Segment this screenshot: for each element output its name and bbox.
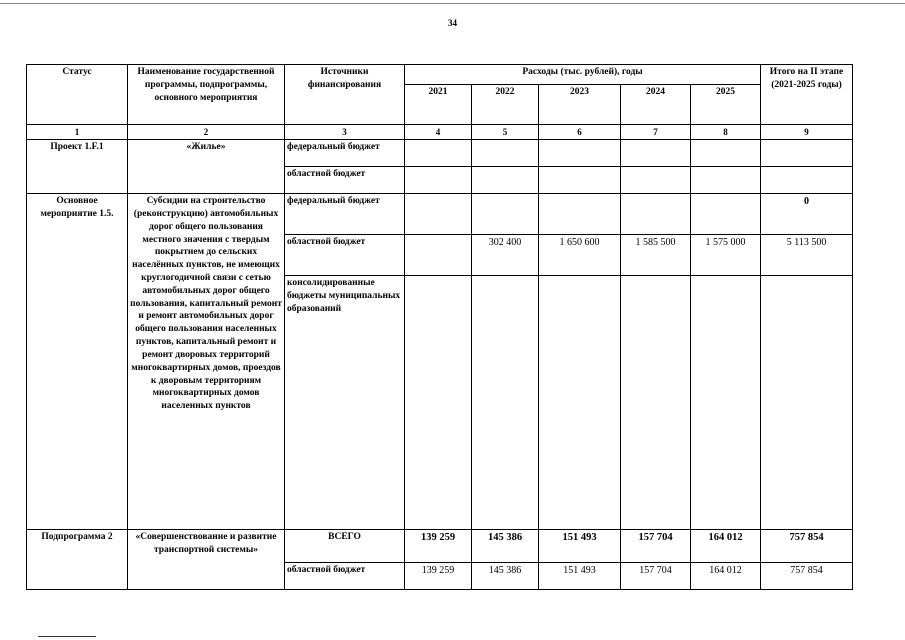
source-cell: федеральный бюджет — [285, 140, 405, 167]
column-number: 6 — [539, 125, 621, 140]
value-cell: 1 575 000 — [691, 235, 761, 276]
total-cell: 757 854 — [761, 530, 853, 563]
source-cell: консолидированные бюджеты муниципальных образований — [285, 276, 405, 530]
header-total: Итого на II этапе (2021-2025 годы) — [761, 65, 853, 125]
source-cell: областной бюджет — [285, 563, 405, 590]
header-sources: Источники финансирования — [285, 65, 405, 125]
source-cell: ВСЕГО — [285, 530, 405, 563]
column-number: 9 — [761, 125, 853, 140]
activity-status: Основное мероприятие 1.5. — [27, 194, 128, 530]
value-cell: 151 493 — [539, 530, 621, 563]
value-cell: 157 704 — [621, 530, 691, 563]
header-year: 2023 — [539, 85, 621, 125]
header-year: 2024 — [621, 85, 691, 125]
column-number: 7 — [621, 125, 691, 140]
value-cell — [405, 235, 472, 276]
value-cell: 145 386 — [472, 530, 539, 563]
project-status: Проект 1.F.1 — [27, 140, 128, 194]
value-cell: 145 386 — [472, 563, 539, 590]
value-cell: 1 650 600 — [539, 235, 621, 276]
value-cell: 164 012 — [691, 530, 761, 563]
column-number: 5 — [472, 125, 539, 140]
source-cell: областной бюджет — [285, 235, 405, 276]
value-cell: 157 704 — [621, 563, 691, 590]
header-year: 2022 — [472, 85, 539, 125]
header-name: Наименование государственной программы, подпрограммы, основного мероприятия — [128, 65, 285, 125]
table-row — [27, 194, 853, 235]
column-number-row — [27, 125, 853, 140]
header-status: Статус — [27, 65, 128, 125]
budget-table — [26, 64, 853, 590]
source-cell: областной бюджет — [285, 167, 405, 194]
header-expenses: Расходы (тыс. рублей), годы — [405, 65, 761, 85]
header-year: 2021 — [405, 85, 472, 125]
footnote-rule — [38, 636, 96, 637]
table-row — [27, 530, 853, 563]
header-row-1 — [27, 65, 853, 85]
value-cell: 139 259 — [405, 563, 472, 590]
value-cell: 139 259 — [405, 530, 472, 563]
column-number: 2 — [128, 125, 285, 140]
subprogram-status: Подпрограмма 2 — [27, 530, 128, 590]
total-cell: 0 — [761, 194, 853, 235]
column-number: 8 — [691, 125, 761, 140]
top-rule — [0, 3, 905, 4]
value-cell: 1 585 500 — [621, 235, 691, 276]
project-name: «Жилье» — [128, 140, 285, 194]
subprogram-name: «Совершенствование и развитие транспортной системы» — [128, 530, 285, 590]
source-cell: федеральный бюджет — [285, 194, 405, 235]
column-number: 3 — [285, 125, 405, 140]
total-cell: 5 113 500 — [761, 235, 853, 276]
activity-name: Субсидии на строительство (реконструкцию) автомобильных дорог общего пользования местного значения с твердым покрытием до сельских населённых пунктов, не имеющих круглогодичной связи с сетью автомобильных дорог общего пользования, капитальный ремонт и ремонт автомобильных дорог общего пользования населенных пунктов, капитальный ремонт и ремонт дворовых территорий многоквартирных домов, проездов к дворовым территориям многоквартирных домов населенных пунктов — [128, 194, 285, 530]
header-year: 2025 — [691, 85, 761, 125]
page-number: 34 — [448, 18, 457, 28]
column-number: 4 — [405, 125, 472, 140]
total-cell: 757 854 — [761, 563, 853, 590]
value-cell: 151 493 — [539, 563, 621, 590]
column-number: 1 — [27, 125, 128, 140]
value-cell: 164 012 — [691, 563, 761, 590]
value-cell: 302 400 — [472, 235, 539, 276]
table-row — [27, 140, 853, 167]
